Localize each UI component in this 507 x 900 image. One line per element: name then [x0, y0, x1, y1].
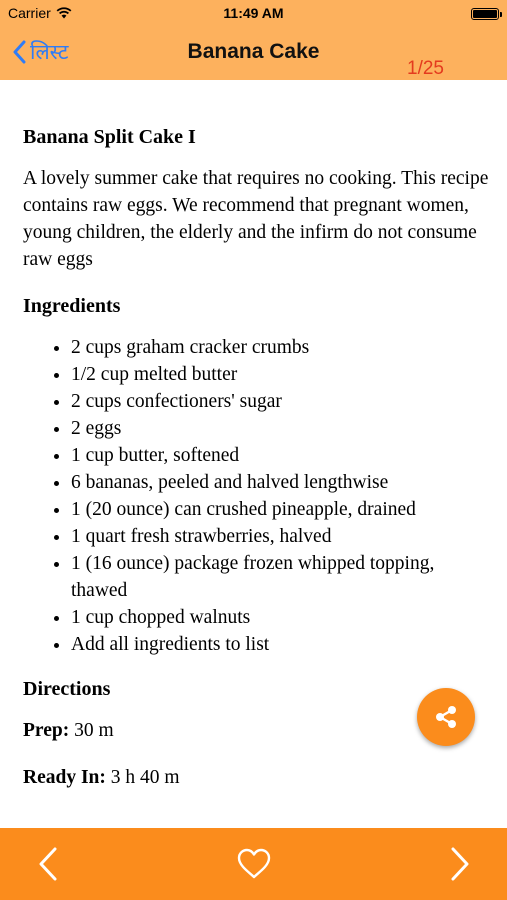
- chevron-left-icon: [37, 846, 59, 882]
- status-bar: [0, 0, 507, 28]
- ingredient-item: • 1 cup chopped walnuts: [71, 604, 493, 631]
- ready-value: 3 h 40 m: [110, 767, 180, 788]
- status-time: 11:49 AM: [223, 5, 284, 21]
- ingredient-item: • 1/2 cup melted butter: [71, 361, 493, 388]
- ingredients-heading: Ingredients: [23, 295, 121, 317]
- favorite-button[interactable]: [226, 828, 282, 900]
- ingredient-item: • 1 cup butter, softened: [71, 442, 493, 469]
- navigation-bar: [0, 28, 507, 80]
- top-bar: [0, 0, 507, 80]
- recipe-counter: 1/25: [407, 58, 444, 79]
- ready-label: Ready In:: [23, 767, 106, 788]
- ingredient-item: • 2 cups confectioners' sugar: [71, 388, 493, 415]
- ready-time: [23, 764, 493, 791]
- ingredient-item: • 2 eggs: [71, 415, 493, 442]
- prep-label: Prep:: [23, 720, 70, 741]
- bottom-toolbar: [0, 828, 507, 900]
- add-all-ingredients-link[interactable]: • Add all ingredients to list: [71, 631, 493, 658]
- carrier-label: Carrier: [8, 5, 51, 21]
- ingredient-item: • 2 cups graham cracker crumbs: [71, 334, 493, 361]
- back-label: लिस्ट: [30, 41, 69, 64]
- recipe-name: Banana Split Cake I: [23, 126, 196, 148]
- next-button[interactable]: [432, 828, 488, 900]
- ingredient-item: • 1 (20 ounce) can crushed pineapple, drained: [71, 496, 493, 523]
- chevron-right-icon: [449, 846, 471, 882]
- recipe-description: A lovely summer cake that requires no cooking. This recipe contains raw eggs. We recommend that pregnant women, young children, the elderly and the infirm do not consume raw eggs: [23, 168, 489, 270]
- heart-icon: [236, 848, 272, 880]
- ingredient-item: • 6 bananas, peeled and halved lengthwise: [71, 469, 493, 496]
- ingredient-item: • 1 (16 ounce) package frozen whipped topping, thawed: [71, 550, 493, 604]
- directions-heading: Directions: [23, 678, 111, 700]
- prep-value: 30 m: [74, 720, 114, 741]
- page-title: Banana Cake: [187, 40, 320, 63]
- battery-icon: [471, 8, 499, 20]
- ingredients-list: [23, 334, 493, 658]
- share-icon: [432, 703, 460, 731]
- ingredient-item: • 1 quart fresh strawberries, halved: [71, 523, 493, 550]
- previous-button[interactable]: [20, 828, 76, 900]
- share-button[interactable]: [417, 688, 475, 746]
